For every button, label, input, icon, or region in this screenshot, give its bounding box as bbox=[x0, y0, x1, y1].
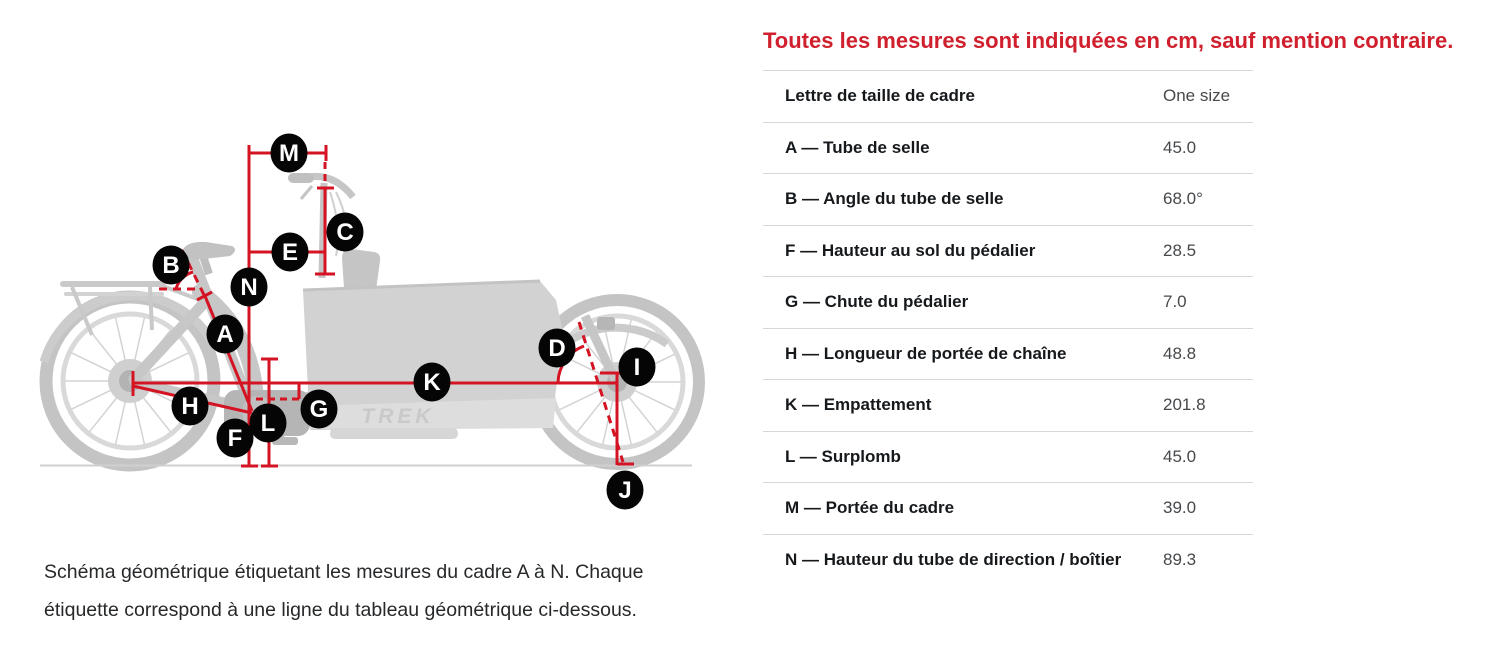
diagram-label-L bbox=[250, 404, 287, 443]
diagram-label-J bbox=[607, 471, 644, 510]
svg-text:B: B bbox=[162, 252, 180, 279]
table-row bbox=[763, 122, 1253, 174]
row-value: One size bbox=[1163, 86, 1231, 106]
row-label: F — Hauteur au sol du pédalier bbox=[785, 240, 1036, 260]
row-label: B — Angle du tube de selle bbox=[785, 189, 1004, 209]
row-value: 48.8 bbox=[1163, 343, 1197, 363]
svg-text:D: D bbox=[548, 335, 566, 362]
svg-text:N: N bbox=[240, 274, 258, 301]
table-row bbox=[763, 225, 1253, 277]
row-label: L — Surplomb bbox=[785, 446, 901, 466]
svg-text:E: E bbox=[281, 239, 299, 266]
bike-silhouette bbox=[44, 173, 699, 465]
cargo-box bbox=[303, 249, 566, 439]
row-label: Lettre de taille de cadre bbox=[785, 86, 975, 106]
diagram-label-C bbox=[327, 213, 364, 252]
svg-text:C: C bbox=[336, 219, 354, 246]
diagram-label-B bbox=[153, 246, 190, 285]
svg-text:I: I bbox=[633, 354, 641, 381]
measurements-note: Toutes les mesures sont indiquées en cm, sauf mention contraire. bbox=[763, 28, 1454, 53]
row-value: 28.5 bbox=[1163, 240, 1197, 260]
row-value: 89.3 bbox=[1163, 549, 1197, 569]
diagram-label-E bbox=[272, 233, 309, 272]
trek-logo: TREK bbox=[361, 405, 435, 428]
row-value: 39.0 bbox=[1163, 498, 1197, 518]
diagram-caption: Schéma géométrique étiquetant les mesures du cadre A à N. Chaque étiquette correspond à une ligne du tableau géométrique ci-dessous. bbox=[44, 561, 644, 621]
svg-text:G: G bbox=[309, 396, 329, 423]
svg-text:L: L bbox=[260, 410, 276, 437]
geometry-table bbox=[763, 70, 1253, 585]
diagram-label-K bbox=[414, 363, 451, 402]
table-row bbox=[763, 379, 1253, 431]
diagram-label-F bbox=[217, 419, 254, 458]
diagram-label-G bbox=[301, 390, 338, 429]
row-value: 68.0° bbox=[1163, 189, 1203, 209]
row-label: N — Hauteur du tube de direction / boîtier bbox=[785, 549, 1122, 569]
row-label: A — Tube de selle bbox=[785, 137, 930, 157]
row-label: M — Portée du cadre bbox=[785, 498, 955, 518]
row-label: H — Longueur de portée de chaîne bbox=[785, 343, 1067, 363]
svg-text:J: J bbox=[618, 477, 632, 504]
row-value: 45.0 bbox=[1163, 446, 1197, 466]
diagram-label-N bbox=[231, 268, 268, 307]
row-label: G — Chute du pédalier bbox=[785, 292, 969, 312]
geometry-diagram bbox=[0, 0, 740, 650]
svg-text:M: M bbox=[279, 140, 299, 167]
svg-text:K: K bbox=[423, 369, 441, 396]
diagram-label-D bbox=[539, 329, 576, 368]
table-row bbox=[763, 534, 1253, 586]
table-row bbox=[763, 482, 1253, 534]
row-value: 201.8 bbox=[1163, 395, 1206, 415]
svg-text:F: F bbox=[227, 425, 243, 452]
table-row bbox=[763, 276, 1253, 328]
diagram-label-A bbox=[207, 315, 244, 354]
diagram-label-H bbox=[172, 387, 209, 426]
row-label: K — Empattement bbox=[785, 395, 932, 415]
table-row bbox=[763, 328, 1253, 380]
row-value: 45.0 bbox=[1163, 137, 1197, 157]
diagram-label-I bbox=[619, 348, 656, 387]
svg-text:A: A bbox=[216, 321, 234, 348]
diagram-label-M bbox=[271, 134, 308, 173]
svg-text:H: H bbox=[181, 393, 199, 420]
row-value: 7.0 bbox=[1163, 292, 1187, 312]
table-row bbox=[763, 70, 1253, 122]
table-row bbox=[763, 431, 1253, 483]
table-row bbox=[763, 173, 1253, 225]
